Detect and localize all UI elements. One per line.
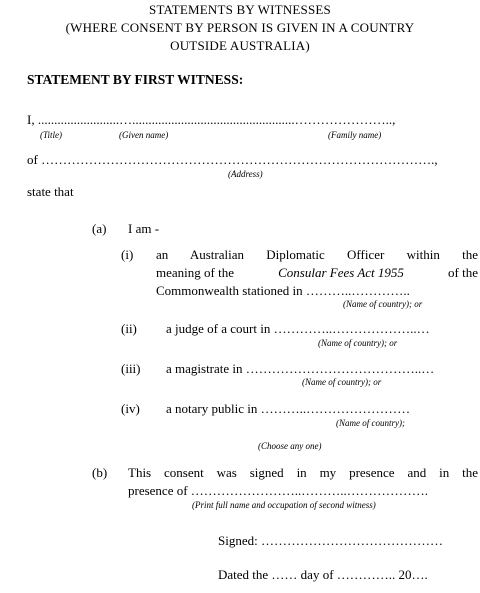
document-title: STATEMENTS BY WITNESSES (149, 2, 331, 17)
state-that-text: state that (27, 184, 74, 199)
sub-iii-caption: (Name of country); or (302, 377, 382, 387)
sub-i-line-2-post: of the (448, 265, 478, 280)
section-heading: STATEMENT BY FIRST WITNESS: (27, 72, 244, 87)
sub-i-line-3: Commonwealth stationed in ………..………….. (156, 283, 410, 298)
sub-i-line-2-pre: meaning of the (156, 265, 234, 280)
sub-iv-marker: (iv) (121, 401, 140, 416)
item-b-marker: (b) (92, 465, 108, 480)
item-b-caption: (Print full name and occupation of second witness) (192, 500, 376, 510)
item-b-line-2: presence of ……………………..………..………………. (128, 483, 429, 498)
signed-line: Signed: …………………………………… (218, 533, 443, 548)
caption-title: (Title) (40, 130, 62, 140)
choose-any-one-note: (Choose any one) (258, 441, 322, 451)
dated-line: Dated the …… day of ………….. 20…. (218, 567, 428, 582)
item-a-text: I am - (128, 221, 160, 236)
sub-iii-text: a magistrate in …………………………………..… (166, 361, 435, 376)
caption-given-name: (Given name) (119, 130, 169, 140)
sub-i-act-name: Consular Fees Act 1955 (278, 265, 404, 280)
sub-iv-caption: (Name of country); (336, 418, 405, 428)
address-field-line: of ………………………………………………………………………………., (27, 152, 438, 167)
sub-ii-text: a judge of a court in …………..………………..… (166, 321, 430, 336)
sub-i-caption: (Name of country); or (343, 299, 423, 309)
document-title-line-2: (WHERE CONSENT BY PERSON IS GIVEN IN A COUNTRY (65, 20, 415, 35)
sub-iv-text: a notary public in ………..…………………… (166, 401, 411, 416)
item-b-line-1: This consent was signed in my presence and in the (128, 465, 478, 480)
sub-ii-caption: (Name of country); or (318, 338, 398, 348)
sub-i-line-1: an Australian Diplomatic Officer within the (156, 247, 478, 262)
caption-family-name: (Family name) (328, 130, 382, 140)
sub-ii-marker: (ii) (121, 321, 137, 336)
sub-iii-marker: (iii) (121, 361, 141, 376)
caption-address: (Address) (228, 169, 263, 179)
sub-i-line-2 (156, 265, 478, 281)
sub-i-marker: (i) (121, 247, 134, 262)
name-field-line: I, .........................…..................................................………………….., (27, 112, 396, 127)
document-title-line-3: OUTSIDE AUSTRALIA) (170, 38, 310, 53)
item-a-marker: (a) (92, 221, 107, 236)
